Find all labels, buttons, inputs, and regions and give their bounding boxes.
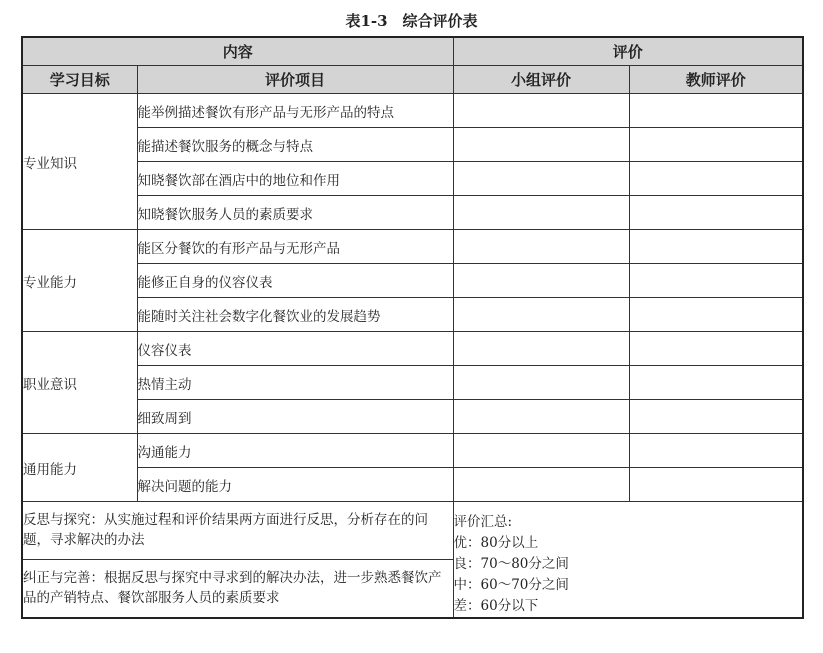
evaluation-item: 沟通能力 (137, 434, 453, 468)
summary-line: 优：80分以上 (453, 535, 539, 551)
teacher-eval-cell[interactable] (629, 366, 803, 400)
teacher-eval-cell[interactable] (629, 468, 803, 502)
teacher-eval-cell[interactable] (629, 196, 803, 230)
summary-line: 良：70～80分之间 (453, 556, 569, 572)
header-evaluation: 评价 (453, 37, 803, 66)
table-row (22, 94, 803, 128)
table-caption: 表1-3 综合评价表 (345, 12, 478, 30)
group-eval-cell[interactable] (453, 298, 629, 332)
teacher-eval-cell[interactable] (629, 332, 803, 366)
evaluation-item: 能随时关注社会数字化餐饮业的发展趋势 (137, 298, 453, 332)
teacher-eval-cell[interactable] (629, 264, 803, 298)
evaluation-item: 能区分餐饮的有形产品与无形产品 (137, 230, 453, 264)
evaluation-item: 知晓餐饮服务人员的素质要求 (137, 196, 453, 230)
table-row (22, 332, 803, 366)
teacher-eval-cell[interactable] (629, 298, 803, 332)
table-row (22, 162, 803, 196)
learning-goal: 职业意识 (22, 332, 137, 434)
evaluation-item: 知晓餐饮部在酒店中的地位和作用 (137, 162, 453, 196)
table-row (22, 196, 803, 230)
learning-goal: 专业知识 (22, 94, 137, 230)
teacher-eval-cell[interactable] (629, 400, 803, 434)
group-eval-cell[interactable] (453, 196, 629, 230)
evaluation-item: 能修正自身的仪容仪表 (137, 264, 453, 298)
table-row (22, 468, 803, 502)
group-eval-cell[interactable] (453, 332, 629, 366)
evaluation-item: 仪容仪表 (137, 332, 453, 366)
group-eval-cell[interactable] (453, 264, 629, 298)
table-row (22, 128, 803, 162)
summary-line: 差：60分以下 (453, 598, 539, 614)
group-eval-cell[interactable] (453, 94, 629, 128)
teacher-eval-cell[interactable] (629, 230, 803, 264)
evaluation-item: 热情主动 (137, 366, 453, 400)
evaluation-item: 能描述餐饮服务的概念与特点 (137, 128, 453, 162)
group-eval-cell[interactable] (453, 468, 629, 502)
teacher-eval-cell[interactable] (629, 162, 803, 196)
learning-goal: 专业能力 (22, 230, 137, 332)
table-row (22, 434, 803, 468)
teacher-eval-cell[interactable] (629, 434, 803, 468)
evaluation-item: 细致周到 (137, 400, 453, 434)
evaluation-table (21, 36, 804, 619)
group-eval-cell[interactable] (453, 434, 629, 468)
header-goal: 学习目标 (22, 66, 137, 94)
evaluation-item: 能举例描述餐饮有形产品与无形产品的特点 (137, 94, 453, 128)
summary-title: 评价汇总: (453, 514, 513, 530)
evaluation-summary (453, 502, 803, 619)
group-eval-cell[interactable] (453, 366, 629, 400)
improvement-note: 纠正与完善：根据反思与探究中寻求到的解决办法，进一步熟悉餐饮产品的产销特点、餐饮部服务人员的素质要求 (22, 559, 453, 618)
learning-goal: 通用能力 (22, 434, 137, 502)
header-item: 评价项目 (137, 66, 453, 94)
table-row (22, 298, 803, 332)
evaluation-item: 解决问题的能力 (137, 468, 453, 502)
table-row (22, 366, 803, 400)
table-row (22, 230, 803, 264)
teacher-eval-cell[interactable] (629, 94, 803, 128)
header-content: 内容 (22, 37, 453, 66)
header-teacher-eval: 教师评价 (629, 66, 803, 94)
teacher-eval-cell[interactable] (629, 128, 803, 162)
group-eval-cell[interactable] (453, 230, 629, 264)
reflection-note: 反思与探究：从实施过程和评价结果两方面进行反思，分析存在的问题，寻求解决的办法 (22, 502, 453, 560)
group-eval-cell[interactable] (453, 128, 629, 162)
summary-line: 中：60～70分之间 (453, 577, 569, 593)
group-eval-cell[interactable] (453, 162, 629, 196)
group-eval-cell[interactable] (453, 400, 629, 434)
table-row (22, 264, 803, 298)
table-row (22, 400, 803, 434)
header-group-eval: 小组评价 (453, 66, 629, 94)
